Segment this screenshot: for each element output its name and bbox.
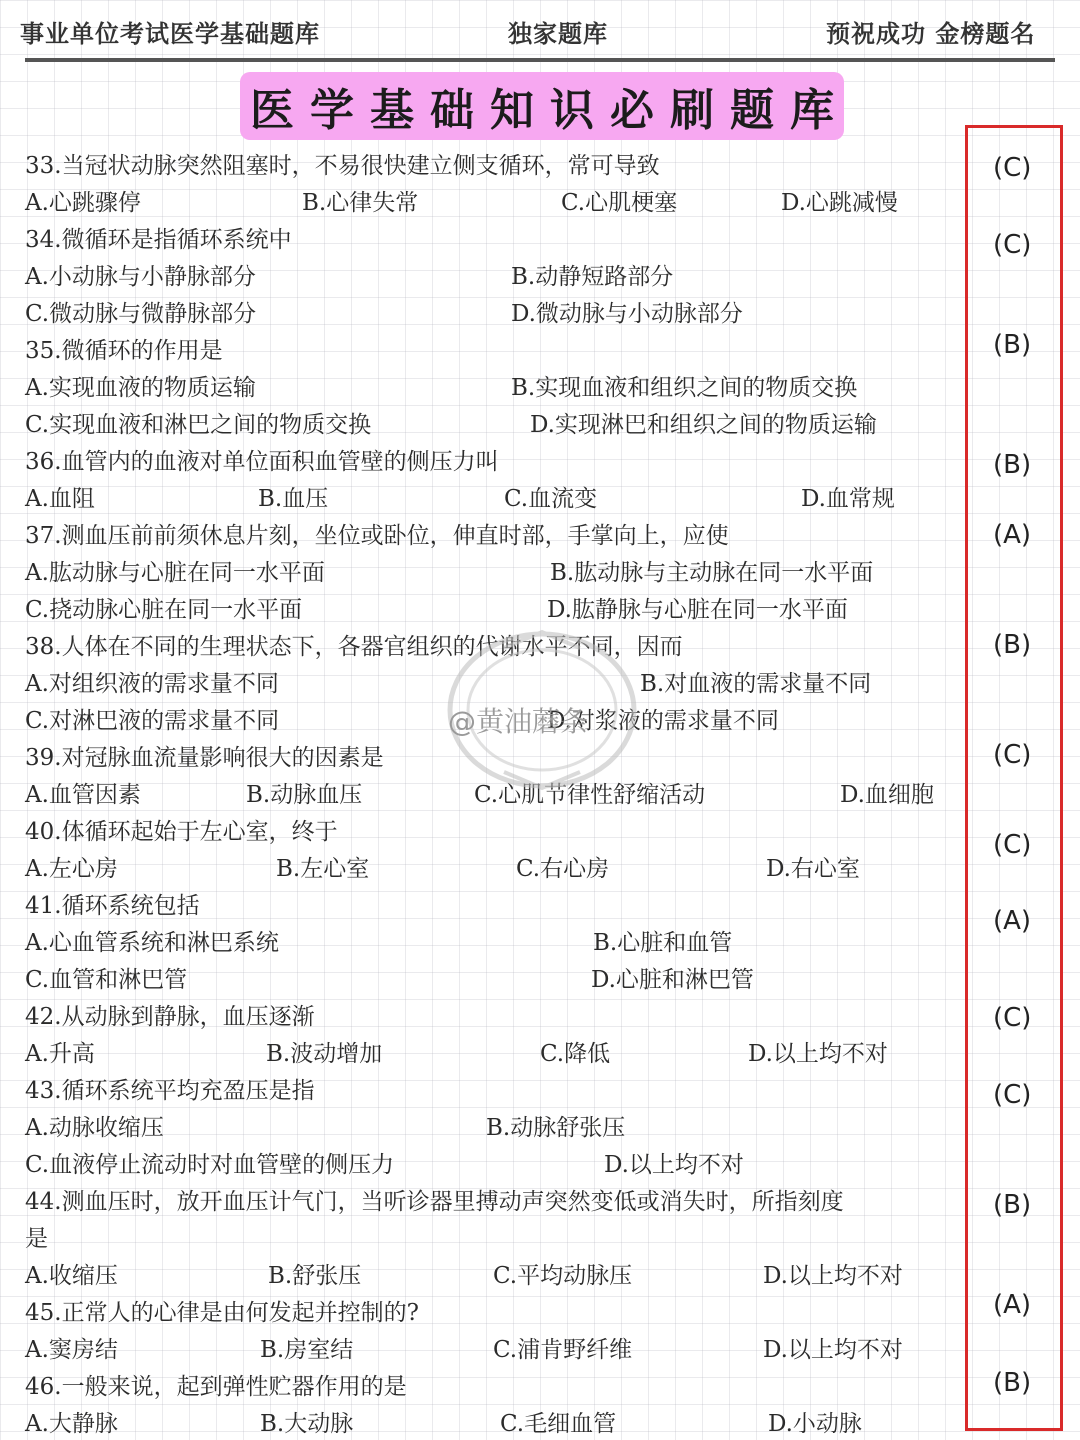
question-stem: 44.测血压时，放开血压计气门，当听诊器里搏动声突然变低或消失时，所指刻度: [25, 1189, 844, 1215]
correct-answer: (C): [993, 230, 1032, 260]
answer-option: B.对血液的需求量不同: [640, 671, 872, 697]
answer-option: A.大静脉: [25, 1411, 118, 1437]
answer-option: B.舒张压: [268, 1263, 362, 1289]
answer-option: A.血阻: [25, 486, 95, 512]
answer-option: B.心律失常: [302, 190, 419, 216]
correct-answer: (C): [993, 740, 1032, 770]
answer-option: A.肱动脉与心脏在同一水平面: [25, 560, 325, 586]
answer-option: D.以上均不对: [763, 1263, 903, 1289]
answer-option: C.血液停止流动时对血管壁的侧压力: [25, 1152, 395, 1178]
question-stem: 35.微循环的作用是: [25, 338, 223, 364]
correct-answer: (C): [993, 153, 1032, 183]
answer-option: C.毛细血管: [500, 1411, 617, 1437]
answer-option: D.右心室: [766, 856, 860, 882]
answer-option: D.以上均不对: [604, 1152, 744, 1178]
question-stem: 43.循环系统平均充盈压是指: [25, 1078, 315, 1104]
answer-option: D.对浆液的需求量不同: [547, 708, 779, 734]
answer-option: A.动脉收缩压: [25, 1115, 164, 1141]
answer-option: B.动脉血压: [246, 782, 363, 808]
question-stem: 34.微循环是指循环系统中: [25, 227, 292, 253]
answer-option: C.挠动脉心脏在同一水平面: [25, 597, 303, 623]
answer-option: B.动脉舒张压: [486, 1115, 626, 1141]
question-stem: 38.人体在不同的生理状态下，各器官组织的代谢水平不同，因而: [25, 634, 683, 660]
answer-option: A.对组织液的需求量不同: [25, 671, 279, 697]
answer-option: D.肱静脉与心脏在同一水平面: [547, 597, 848, 623]
correct-answer: (A): [993, 520, 1032, 550]
answer-option: C.右心房: [516, 856, 610, 882]
correct-answer: (C): [993, 1003, 1032, 1033]
question-stem: 33.当冠状动脉突然阻塞时，不易很快建立侧支循环，常可导致: [25, 153, 660, 179]
question-stem-continued: 是: [25, 1226, 48, 1252]
header-left: 事业单位考试医学基础题库: [20, 19, 320, 48]
answer-option: C.对淋巴液的需求量不同: [25, 708, 280, 734]
answer-option: C.心肌节律性舒缩活动: [474, 782, 706, 808]
correct-answer: (A): [993, 1290, 1032, 1320]
answer-option: B.房室结: [260, 1337, 354, 1363]
answer-option: A.升高: [25, 1041, 95, 1067]
answer-option: C.血管和淋巴管: [25, 967, 188, 993]
question-stem: 41.循环系统包括: [25, 893, 200, 919]
correct-answer: (C): [993, 830, 1032, 860]
answer-option: B.动静短路部分: [511, 264, 674, 290]
answer-option: D.血常规: [801, 486, 895, 512]
correct-answer: (B): [993, 630, 1032, 660]
answer-option: D.心跳减慢: [781, 190, 898, 216]
answer-option: C.浦肯野纤维: [493, 1337, 633, 1363]
answer-option: D.实现淋巴和组织之间的物质运输: [530, 412, 877, 438]
header-center: 独家题库: [508, 19, 608, 48]
answer-option: C.实现血液和淋巴之间的物质交换: [25, 412, 372, 438]
answer-option: A.血管因素: [25, 782, 141, 808]
answer-option: D.以上均不对: [748, 1041, 888, 1067]
answer-option: C.降低: [540, 1041, 611, 1067]
answer-option: A.实现血液的物质运输: [25, 375, 256, 401]
header-right: 预祝成功 金榜题名: [826, 19, 1036, 48]
question-stem: 37.测血压前前须休息片刻，坐位或卧位，伸直时部，手掌向上，应使: [25, 523, 729, 549]
answer-option: B.大动脉: [260, 1411, 354, 1437]
correct-answer: (B): [993, 1368, 1032, 1398]
answer-option: B.实现血液和组织之间的物质交换: [511, 375, 858, 401]
answer-option: D.血细胞: [840, 782, 934, 808]
answer-option: A.心血管系统和淋巴系统: [25, 930, 279, 956]
answer-option: A.窦房结: [25, 1337, 118, 1363]
correct-answer: (B): [993, 450, 1032, 480]
question-stem: 46.一般来说，起到弹性贮器作用的是: [25, 1374, 407, 1400]
question-stem: 40.体循环起始于左心室，终于: [25, 819, 338, 845]
answer-option: A.左心房: [25, 856, 118, 882]
answer-option: D.心脏和淋巴管: [591, 967, 754, 993]
correct-answer: (A): [993, 906, 1032, 936]
correct-answer: (C): [993, 1080, 1032, 1110]
answer-option: A.收缩压: [25, 1263, 118, 1289]
correct-answer: (B): [993, 1190, 1032, 1220]
question-stem: 39.对冠脉血流量影响很大的因素是: [25, 745, 384, 771]
answer-option: D.微动脉与小动脉部分: [511, 301, 743, 327]
answer-option: C.微动脉与微静脉部分: [25, 301, 257, 327]
correct-answer: (B): [993, 330, 1032, 360]
answer-option: C.血流变: [504, 486, 598, 512]
answer-option: B.血压: [258, 486, 329, 512]
question-stem: 36.血管内的血液对单位面积血管壁的侧压力叫: [25, 449, 499, 475]
answer-option: B.肱动脉与主动脉在同一水平面: [550, 560, 874, 586]
answer-option: B.左心室: [276, 856, 370, 882]
answer-option: D.小动脉: [768, 1411, 862, 1437]
question-stem: 45.正常人的心律是由何发起并控制的?: [25, 1300, 419, 1326]
answer-option: C.心肌梗塞: [561, 190, 678, 216]
answer-option: A.小动脉与小静脉部分: [25, 264, 256, 290]
page-title: 医学基础知识必刷题库: [250, 85, 850, 136]
question-stem: 42.从动脉到静脉，血压逐渐: [25, 1004, 315, 1030]
answer-option: A.心跳骤停: [25, 190, 141, 216]
watermark-text: @黄油蘑条: [448, 705, 589, 738]
answer-option: D.以上均不对: [763, 1337, 903, 1363]
answer-option: B.波动增加: [266, 1041, 383, 1067]
answer-option: B.心脏和血管: [593, 930, 733, 956]
answer-option: C.平均动脉压: [493, 1263, 633, 1289]
